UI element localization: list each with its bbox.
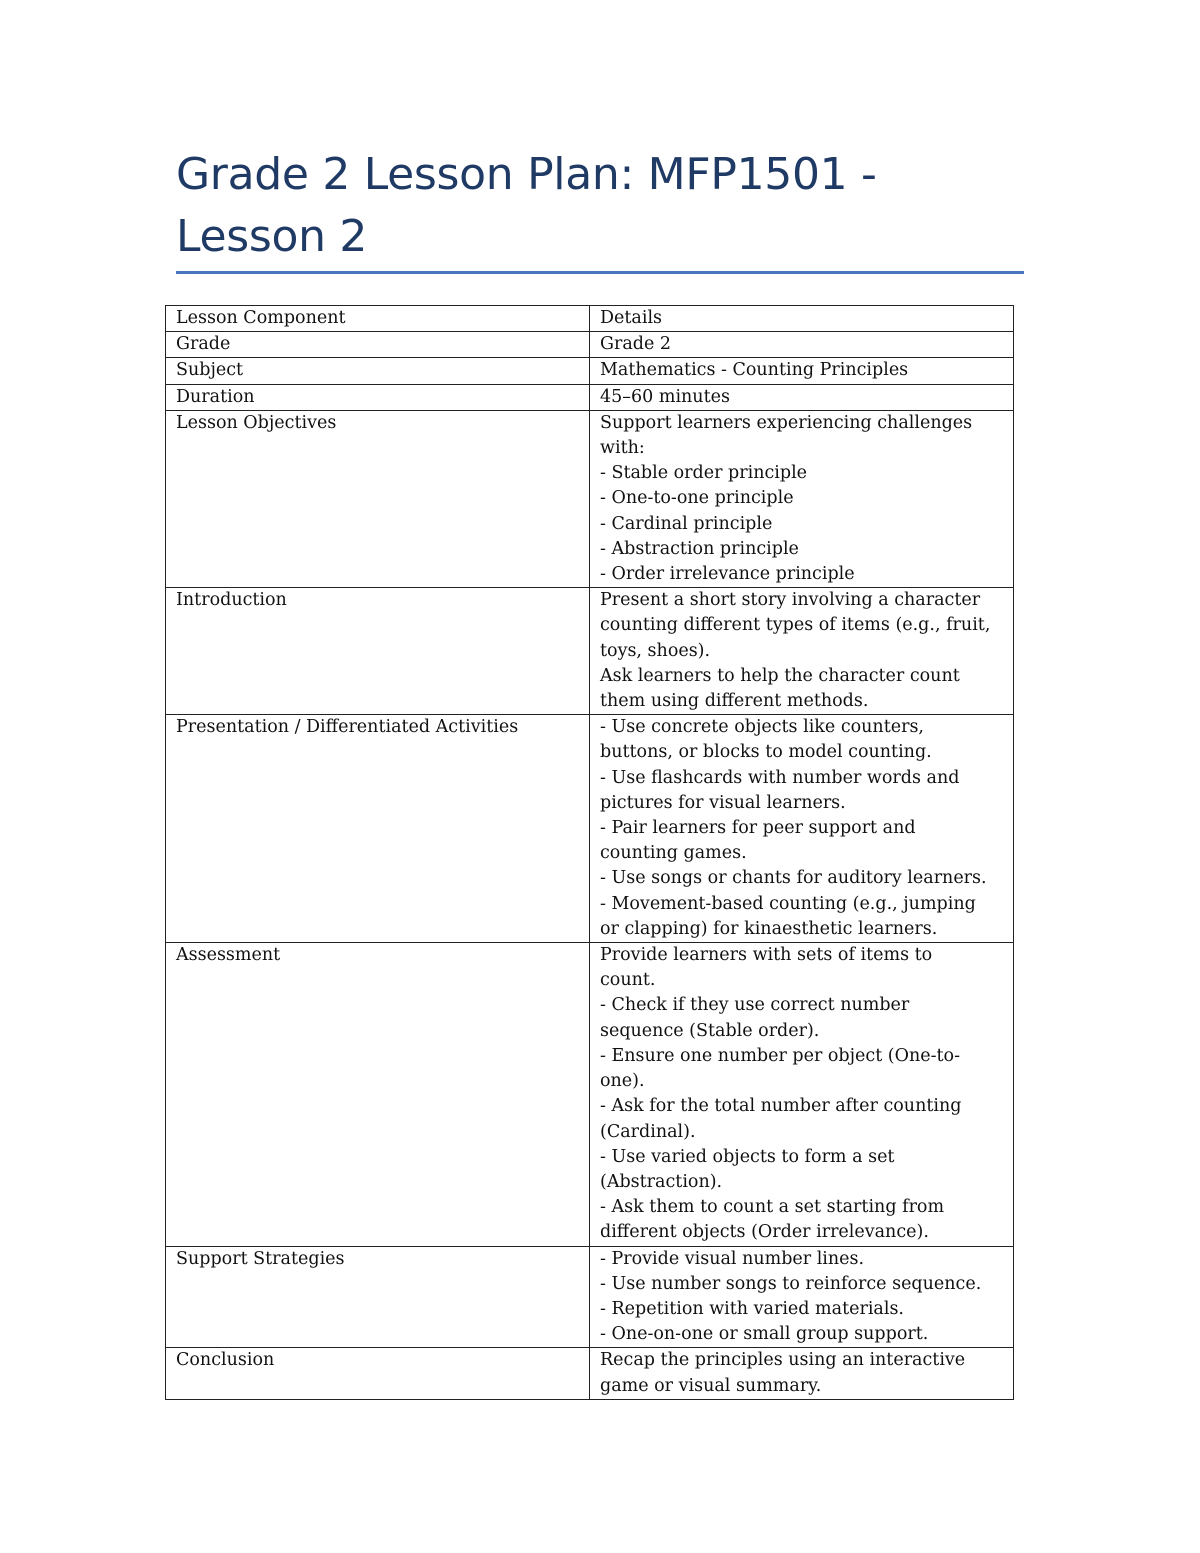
details-line: or clapping) for kinaesthetic learners. — [600, 918, 938, 939]
details-cell — [590, 715, 1014, 943]
details-line: - Order irrelevance principle — [600, 564, 855, 585]
page-title: Grade 2 Lesson Plan: MFP1501 - Lesson 2 — [176, 149, 877, 262]
details-cell — [590, 1246, 1014, 1348]
component-cell: Support Strategies — [166, 1246, 590, 1348]
details-line: - Use concrete objects like counters, — [600, 717, 924, 738]
details-line: - One-on-one or small group support. — [600, 1324, 929, 1345]
table-row — [166, 332, 1014, 358]
details-cell — [590, 943, 1014, 1246]
details-line: - Ask them to count a set starting from — [600, 1197, 945, 1218]
details-line: counting games. — [600, 843, 747, 864]
table-row — [166, 715, 1014, 943]
details-line: game or visual summary. — [600, 1375, 822, 1396]
lesson-plan-table — [165, 305, 1014, 1400]
details-cell — [590, 410, 1014, 587]
details-line: counting different types of items (e.g., fruit, — [600, 615, 991, 636]
details-cell — [590, 332, 1014, 358]
table-row — [166, 943, 1014, 1246]
details-line: - Pair learners for peer support and — [600, 818, 916, 839]
component-cell: Introduction — [166, 588, 590, 715]
details-line: Present a short story involving a character — [600, 590, 981, 611]
details-line: - Ensure one number per object (One-to- — [600, 1045, 961, 1066]
details-line: - Provide visual number lines. — [600, 1248, 865, 1269]
details-line: - One-to-one principle — [600, 488, 794, 509]
details-line: sequence (Stable order). — [600, 1020, 820, 1041]
details-line: - Stable order principle — [600, 463, 808, 484]
details-line: (Cardinal). — [600, 1121, 696, 1142]
details-cell — [590, 1348, 1014, 1399]
details-line: one). — [600, 1071, 645, 1092]
details-line: - Use flashcards with number words and — [600, 767, 960, 788]
details-line: - Ask for the total number after counting — [600, 1096, 962, 1117]
component-cell: Assessment — [166, 943, 590, 1246]
table-row — [166, 358, 1014, 384]
header-cell-details: Details — [590, 306, 1014, 332]
details-line: - Cardinal principle — [600, 513, 773, 534]
details-line: toys, shoes). — [600, 640, 711, 661]
title-underline — [176, 271, 1024, 274]
details-line: buttons, or blocks to model counting. — [600, 742, 932, 763]
details-line: - Use songs or chants for auditory learners. — [600, 868, 987, 889]
table-header-row — [166, 306, 1014, 332]
details-line: pictures for visual learners. — [600, 792, 846, 813]
table-row — [166, 588, 1014, 715]
table-row — [166, 1246, 1014, 1348]
details-cell — [590, 588, 1014, 715]
details-line: them using different methods. — [600, 691, 869, 712]
details-line: with: — [600, 438, 645, 459]
details-line: Ask learners to help the character count — [600, 665, 960, 686]
component-cell: Duration — [166, 384, 590, 410]
details-line: different objects (Order irrelevance). — [600, 1222, 929, 1243]
details-cell — [590, 358, 1014, 384]
details-line: (Abstraction). — [600, 1171, 723, 1192]
details-line: - Use number songs to reinforce sequence. — [600, 1273, 982, 1294]
table-body — [166, 306, 1014, 1400]
details-cell — [590, 384, 1014, 410]
details-line: - Abstraction principle — [600, 538, 799, 559]
details-line: 45–60 minutes — [600, 386, 730, 407]
component-cell: Conclusion — [166, 1348, 590, 1399]
table-row — [166, 410, 1014, 587]
details-line: Mathematics - Counting Principles — [600, 360, 909, 381]
table-row — [166, 1348, 1014, 1399]
details-line: Recap the principles using an interactive — [600, 1350, 966, 1371]
details-line: - Repetition with varied materials. — [600, 1298, 904, 1319]
component-cell: Lesson Objectives — [166, 410, 590, 587]
component-cell: Presentation / Differentiated Activities — [166, 715, 590, 943]
details-line: - Use varied objects to form a set — [600, 1146, 895, 1167]
details-line: - Check if they use correct number — [600, 995, 910, 1016]
details-line: Provide learners with sets of items to — [600, 945, 933, 966]
header-cell-component: Lesson Component — [166, 306, 590, 332]
component-cell: Grade — [166, 332, 590, 358]
details-line: - Movement-based counting (e.g., jumping — [600, 893, 976, 914]
details-line: Support learners experiencing challenges — [600, 412, 973, 433]
details-line: count. — [600, 970, 656, 991]
table-row — [166, 384, 1014, 410]
component-cell: Subject — [166, 358, 590, 384]
details-line: Grade 2 — [600, 334, 672, 355]
